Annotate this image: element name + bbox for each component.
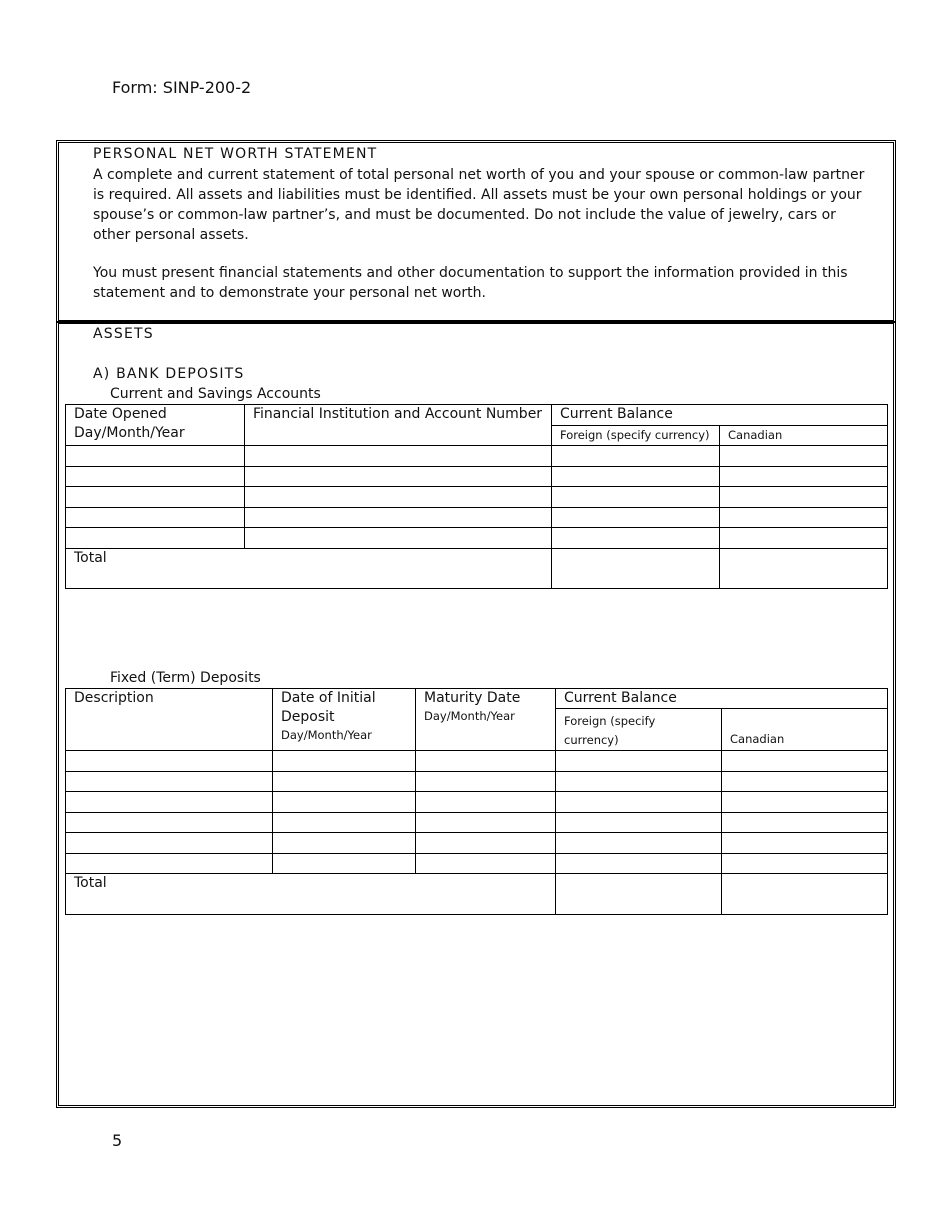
description-cell[interactable] — [66, 792, 273, 813]
description-cell[interactable] — [66, 854, 273, 874]
canadian-cell[interactable] — [720, 528, 888, 549]
total-canadian-cell[interactable] — [720, 549, 888, 589]
date-cell[interactable] — [66, 508, 245, 528]
table-row — [66, 528, 888, 549]
table-row — [66, 854, 888, 874]
foreign-cell[interactable] — [556, 792, 722, 813]
foreign-cell[interactable] — [556, 751, 722, 772]
total-foreign-cell[interactable] — [556, 874, 722, 915]
total-label: Total — [74, 875, 107, 891]
header-maturity-date — [416, 689, 556, 751]
canadian-cell[interactable] — [722, 751, 888, 772]
header-institution — [245, 405, 552, 446]
form-id: Form: SINP-200-2 — [112, 78, 252, 97]
table-row — [66, 751, 888, 772]
header-current-balance — [556, 689, 888, 709]
header-date-opened — [66, 405, 245, 446]
table-row — [66, 487, 888, 508]
canadian-cell[interactable] — [722, 792, 888, 813]
institution-cell[interactable] — [245, 446, 552, 467]
initial-date-cell[interactable] — [273, 854, 416, 874]
header-initial-deposit — [273, 689, 416, 751]
total-label: Total — [74, 550, 107, 566]
initial-deposit-label-2: Deposit — [281, 709, 335, 725]
header-canadian — [722, 709, 888, 751]
current-balance-label: Current Balance — [564, 690, 677, 706]
institution-cell[interactable] — [245, 487, 552, 508]
institution-cell[interactable] — [245, 528, 552, 549]
maturity-date-format-label: Day/Month/Year — [424, 709, 515, 723]
description-cell[interactable] — [66, 813, 273, 833]
date-format-label: Day/Month/Year — [74, 425, 185, 441]
canadian-cell[interactable] — [722, 772, 888, 792]
current-savings-table — [65, 404, 888, 589]
fixed-term-title: Fixed (Term) Deposits — [110, 670, 261, 686]
date-cell[interactable] — [66, 467, 245, 487]
canadian-cell[interactable] — [720, 467, 888, 487]
total-label-cell — [66, 874, 556, 915]
foreign-cell[interactable] — [552, 446, 720, 467]
header-current-balance — [552, 405, 888, 426]
current-savings-title: Current and Savings Accounts — [110, 386, 321, 402]
current-balance-label: Current Balance — [560, 406, 673, 422]
bank-deposits-heading: A) BANK DEPOSITS — [93, 366, 245, 382]
initial-date-cell[interactable] — [273, 772, 416, 792]
maturity-date-cell[interactable] — [416, 854, 556, 874]
table-row — [66, 467, 888, 487]
maturity-date-cell[interactable] — [416, 813, 556, 833]
intro-section — [56, 140, 896, 323]
institution-cell[interactable] — [245, 467, 552, 487]
intro-paragraph-1: A complete and current statement of total personal net worth of you and your spouse or common-law partner is required. All assets and liabilities must be identified. All assets must be your own personal holdings or your spouse’s or common-law partner’s, and must be documented. Do not include the value of jewelry, cars or other personal assets. — [93, 167, 865, 243]
initial-date-cell[interactable] — [273, 813, 416, 833]
header-foreign — [552, 426, 720, 446]
initial-date-cell[interactable] — [273, 792, 416, 813]
foreign-cell[interactable] — [552, 487, 720, 508]
canadian-label: Canadian — [730, 732, 785, 746]
canadian-label: Canadian — [728, 428, 783, 442]
initial-date-cell[interactable] — [273, 751, 416, 772]
foreign-cell[interactable] — [552, 508, 720, 528]
foreign-cell[interactable] — [556, 813, 722, 833]
table-row — [66, 792, 888, 813]
intro-paragraph-2: You must present financial statements and other documentation to support the information provided in this statement and to demonstrate your personal net worth. — [93, 265, 848, 301]
foreign-cell[interactable] — [556, 833, 722, 854]
canadian-cell[interactable] — [720, 487, 888, 508]
canadian-cell[interactable] — [720, 508, 888, 528]
date-opened-label: Date Opened — [74, 406, 167, 422]
assets-title: ASSETS — [93, 326, 154, 342]
header-description — [66, 689, 273, 751]
total-foreign-cell[interactable] — [552, 549, 720, 589]
maturity-date-cell[interactable] — [416, 792, 556, 813]
header-canadian — [720, 426, 888, 446]
total-label-cell — [66, 549, 552, 589]
table-row — [66, 833, 888, 854]
maturity-date-cell[interactable] — [416, 772, 556, 792]
fixed-term-table — [65, 688, 888, 915]
initial-date-cell[interactable] — [273, 833, 416, 854]
initial-deposit-label-1: Date of Initial — [281, 690, 376, 706]
canadian-cell[interactable] — [722, 854, 888, 874]
statement-title: PERSONAL NET WORTH STATEMENT — [93, 146, 378, 162]
foreign-label: Foreign (specify currency) — [560, 428, 710, 442]
page-number: 5 — [112, 1131, 123, 1150]
canadian-cell[interactable] — [722, 833, 888, 854]
total-canadian-cell[interactable] — [722, 874, 888, 915]
date-cell[interactable] — [66, 446, 245, 467]
foreign-cell[interactable] — [552, 528, 720, 549]
maturity-date-cell[interactable] — [416, 833, 556, 854]
canadian-cell[interactable] — [720, 446, 888, 467]
foreign-cell[interactable] — [556, 772, 722, 792]
header-foreign — [556, 709, 722, 751]
assets-section — [56, 321, 896, 1108]
canadian-cell[interactable] — [722, 813, 888, 833]
date-cell[interactable] — [66, 528, 245, 549]
institution-cell[interactable] — [245, 508, 552, 528]
foreign-cell[interactable] — [552, 467, 720, 487]
maturity-date-cell[interactable] — [416, 751, 556, 772]
maturity-date-label: Maturity Date — [424, 690, 521, 706]
total-row — [66, 874, 888, 915]
institution-label: Financial Institution and Account Number — [253, 406, 543, 422]
table-row — [66, 508, 888, 528]
table-row — [66, 813, 888, 833]
description-label: Description — [74, 690, 154, 706]
description-cell[interactable] — [66, 772, 273, 792]
foreign-cell[interactable] — [556, 854, 722, 874]
initial-date-format-label: Day/Month/Year — [281, 728, 372, 742]
table-row — [66, 446, 888, 467]
table-row — [66, 772, 888, 792]
date-cell[interactable] — [66, 487, 245, 508]
foreign-label: Foreign (specify currency) — [564, 714, 656, 747]
total-row — [66, 549, 888, 589]
description-cell[interactable] — [66, 751, 273, 772]
description-cell[interactable] — [66, 833, 273, 854]
